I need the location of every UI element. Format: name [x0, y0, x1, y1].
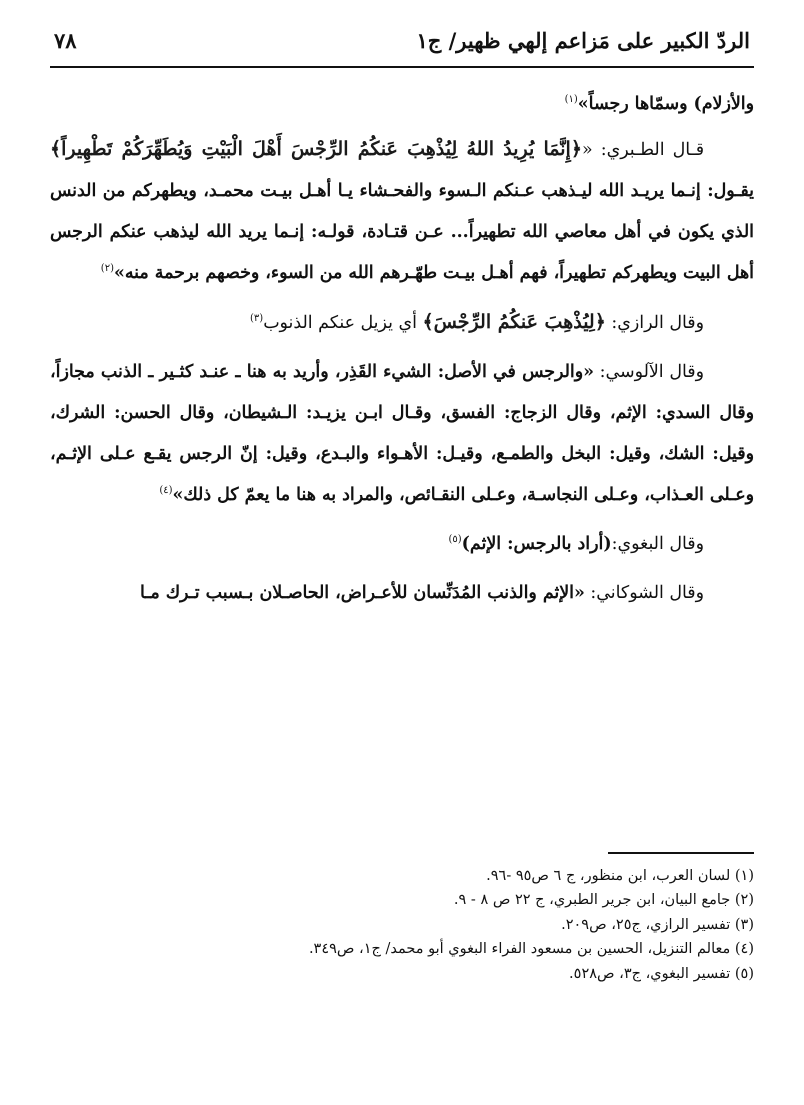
- paragraph-3-text: أي يزيل عنكم الذنوب: [263, 313, 423, 333]
- book-title: الردّ الكبير على مَزاعم إلهي ظهير/ ج١: [416, 28, 750, 53]
- paragraph-4-text: «والرجس في الأصل: الشيء القَذِر، وأريد به هنا ـ عنـد كثـير ـ الذنب مجازاً، وقال السدي: الإثم، وقال الزجاج: الفسق، وقـال ابـن يزيـد: الـشيطان، وقال الحسن: الشرك، وقيل: الشك، وقيل: البخل والطمـع، وقيـل: الأهـواء والبـدع، وقيل: إنّ الرجس يقـع عـلى الإثـم، وعـلى العـذاب، وعـلى النجاسـة، وعـلى النقـائص، والمراد به هنا ما يعمّ كل ذلك»: [50, 362, 754, 505]
- footnote-divider: [608, 852, 754, 854]
- footnote-ref-2[interactable]: (٢): [100, 263, 114, 275]
- document-page: [50, 22, 754, 1082]
- footnote-ref-5[interactable]: (٥): [448, 534, 462, 546]
- paragraph-5: [50, 524, 754, 565]
- paragraph-4-lead: وقال الآلوسي:: [593, 362, 704, 382]
- paragraph-1: [50, 84, 754, 125]
- footnotes-list: [50, 864, 754, 986]
- paragraph-2-lead: قـال الطـبري: «: [581, 140, 705, 160]
- paragraph-5-lead: وقال البغوي:: [611, 534, 704, 554]
- paragraph-3-lead: وقال الرازي:: [605, 313, 704, 333]
- quran-verse-2: ﴿لِيُذْهِبَ عَنكُمُ الرِّجْسَ﴾: [422, 311, 606, 333]
- paragraph-6-text: «الإثم والذنب المُدَنِّسان للأعـراض، الحاصـلان بـسبب تـرك مـا: [139, 583, 585, 603]
- footnote-ref-3[interactable]: (٣): [250, 313, 264, 325]
- footnote-ref-1[interactable]: (١): [564, 94, 578, 106]
- quran-verse-1: ﴿إِنَّمَا يُرِيدُ اللهُ لِيُذْهِبَ عَنكُمُ الرِّجْسَ أَهْلَ الْبَيْتِ وَيُطَهِّرَكُمْ تَطْهِيراً﴾: [50, 138, 582, 160]
- running-header: [50, 22, 754, 68]
- footnote-ref-4[interactable]: (٤): [159, 485, 173, 497]
- footnote-2: (٢) جامع البيان، ابن جرير الطبري، ج ٢٢ ص ٨ - ٩.: [453, 892, 754, 909]
- footnote-4: (٤) معالم التنزيل، الحسين بن مسعود الفراء البغوي أبو محمد/ ج١، ص٣٤٩.: [308, 941, 754, 958]
- main-text: [50, 84, 754, 614]
- paragraph-3: [50, 302, 754, 344]
- paragraph-2-text: يقـول: إنـما يريـد الله ليـذهب عـنكم الـسوء والفحـشاء يـا أهـل بيـت محمـد، ويطهركم من الدنس الذي يكون في أهل معاصي الله تطهيراً... عـن قتـادة، قولـه: إنـما يريد الله ليذهب عنكم الرجس أهل البيت ويطهركم تطهيراً، فهم أهـل بيـت طهّـرهم الله من السوء، وخصهم برحمة منه»: [50, 181, 754, 283]
- paragraph-1-text: والأزلام) وسمّاها رجساً»: [577, 94, 754, 114]
- footnote-5: (٥) تفسير البغوي، ج٣، ص٥٢٨.: [569, 965, 754, 982]
- paragraph-5-text: (أراد بالرجس: الإثم): [461, 534, 612, 554]
- paragraph-6-lead: وقال الشوكاني:: [584, 583, 704, 603]
- paragraph-6: [50, 573, 754, 614]
- page-number: ٧٨: [54, 28, 77, 53]
- paragraph-4: [50, 352, 754, 516]
- paragraph-2: [50, 129, 754, 294]
- footnote-1: (١) لسان العرب، ابن منظور، ج ٦ ص٩٥ -٩٦.: [486, 868, 754, 884]
- footnote-3: (٣) تفسير الرازي، ج٢٥، ص٢٠٩.: [561, 916, 754, 933]
